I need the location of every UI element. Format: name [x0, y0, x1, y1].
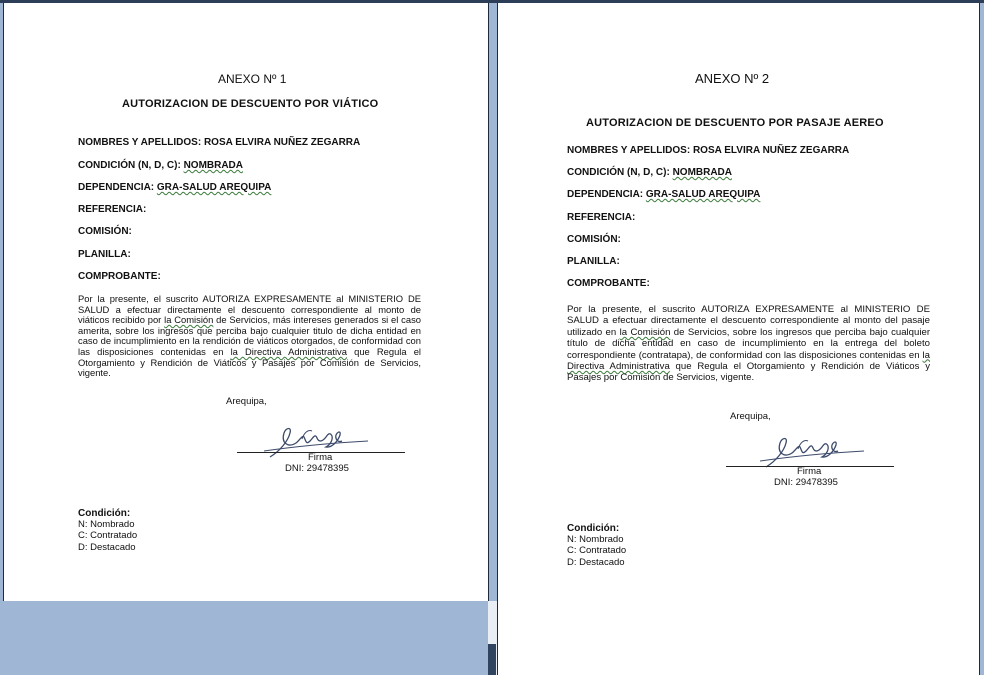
legend-contratado: C: Contratado [567, 545, 627, 557]
legend-title: Condición: [567, 523, 620, 534]
paragraph-part-c: que Regula el Otorgamiento y Rendición de Viáticos y Pasajes por Comisión de Servicios, vigente. [567, 361, 930, 384]
annex-title: ANEXO Nº 1 [218, 72, 287, 86]
document-heading: AUTORIZACION DE DESCUENTO POR VIÁTICO [122, 98, 379, 110]
legend-nombrado: N: Nombrado [78, 519, 135, 530]
signature-caption: Firma [308, 452, 333, 463]
voucher-label: COMPROBANTE: [78, 271, 161, 282]
condition-value: NOMBRADA [183, 160, 244, 171]
dependency-label: DEPENDENCIA: [78, 182, 155, 193]
document-heading: AUTORIZACION DE DESCUENTO POR PASAJE AEREO [586, 117, 884, 129]
reference-label: REFERENCIA: [567, 212, 636, 223]
paragraph-underlined-1: la Comisión [619, 326, 671, 338]
name-label: NOMBRES Y APELLIDOS: [78, 137, 202, 148]
condition-label: CONDICIÓN (N, D, C): [567, 167, 670, 178]
authorization-paragraph [78, 294, 421, 379]
dependency-value: GRA-SALUD AREQUIPA [645, 189, 761, 200]
paragraph-underlined-1: la Comisión [164, 314, 214, 326]
legend-title: Condición: [78, 508, 131, 519]
reference-label: REFERENCIA: [78, 204, 147, 215]
name-field [78, 137, 360, 148]
document-page-1 [3, 3, 489, 601]
paragraph-underlined-2: la Directiva Administrativa [567, 349, 930, 373]
dependency-field [78, 182, 271, 193]
dependency-label: DEPENDENCIA: [567, 189, 644, 200]
document-page-2 [497, 3, 980, 675]
legend-destacado: D: Destacado [78, 541, 136, 553]
payroll-label: PLANILLA: [567, 256, 620, 267]
dni-number: DNI: 29478395 [285, 463, 349, 474]
signature-caption: Firma [797, 466, 822, 477]
commission-label: COMISIÓN: [567, 234, 621, 245]
condition-value: NOMBRADA [672, 167, 733, 178]
paragraph-part-a: Por la presente, el suscrito AUTORIZA EXPRESAMENTE al MINISTERIO DE SALUD a efectuar directamente el descuento correspondiente al monto de viáticos recibido por [78, 293, 421, 326]
commission-label: COMISIÓN: [78, 226, 132, 237]
payroll-label: PLANILLA: [78, 249, 131, 260]
name-value: ROSA ELVIRA NUÑEZ ZEGARRA [203, 137, 361, 148]
paragraph-underlined-2: la Directiva Administrativa [230, 345, 347, 357]
paragraph-part-b: de Servicios, sobre los ingresos que perciba bajo cualquier título de dicha entidad en caso de incumplimiento en la entrega del boleto correspondiente (contratapa), de conformidad con las disposiciones contenidas en [567, 326, 931, 361]
paragraph-part-b: de Servicios, más intereses generados si el caso amerita, sobre los ingresos que perciba bajo cualquier titulo de dicha entidad en caso de incumplimiento en la rendición de viáticos otorgados, de conformidad con las disposiciones contenidas en [78, 314, 421, 357]
legend-contratado: C: Contratado [78, 530, 138, 542]
paragraph-part-a: Por la presente, el suscrito AUTORIZA EXPRESAMENTE al MINISTERIO DE SALUD a efectuar directamente el descuento correspondiente al monto del pasaje utilizado en [567, 304, 930, 338]
name-field [567, 145, 849, 156]
voucher-label: COMPROBANTE: [567, 278, 650, 289]
legend-destacado: D: Destacado [567, 556, 625, 568]
name-value: ROSA ELVIRA NUÑEZ ZEGARRA [692, 145, 850, 156]
condition-field [567, 167, 732, 178]
dependency-value: GRA-SALUD AREQUIPA [156, 182, 272, 193]
paragraph-part-c: que Regula el Otorgamiento y Rendición de Viáticos y Pasajes por Comisión de Servicios, vigente. [78, 345, 422, 379]
name-label: NOMBRES Y APELLIDOS: [567, 145, 691, 156]
condition-label: CONDICIÓN (N, D, C): [78, 160, 181, 171]
page-gap-divider [488, 644, 496, 675]
city-date: Arequipa, [226, 396, 267, 407]
workspace-background [0, 601, 488, 675]
dependency-field [567, 189, 760, 200]
condition-field [78, 160, 243, 171]
dni-number: DNI: 29478395 [774, 477, 838, 488]
legend-list [567, 534, 626, 568]
legend-list [78, 519, 137, 553]
legend-nombrado: N: Nombrado [567, 534, 624, 545]
annex-title: ANEXO Nº 2 [695, 71, 770, 86]
authorization-paragraph [567, 304, 930, 384]
city-date: Arequipa, [730, 411, 771, 422]
